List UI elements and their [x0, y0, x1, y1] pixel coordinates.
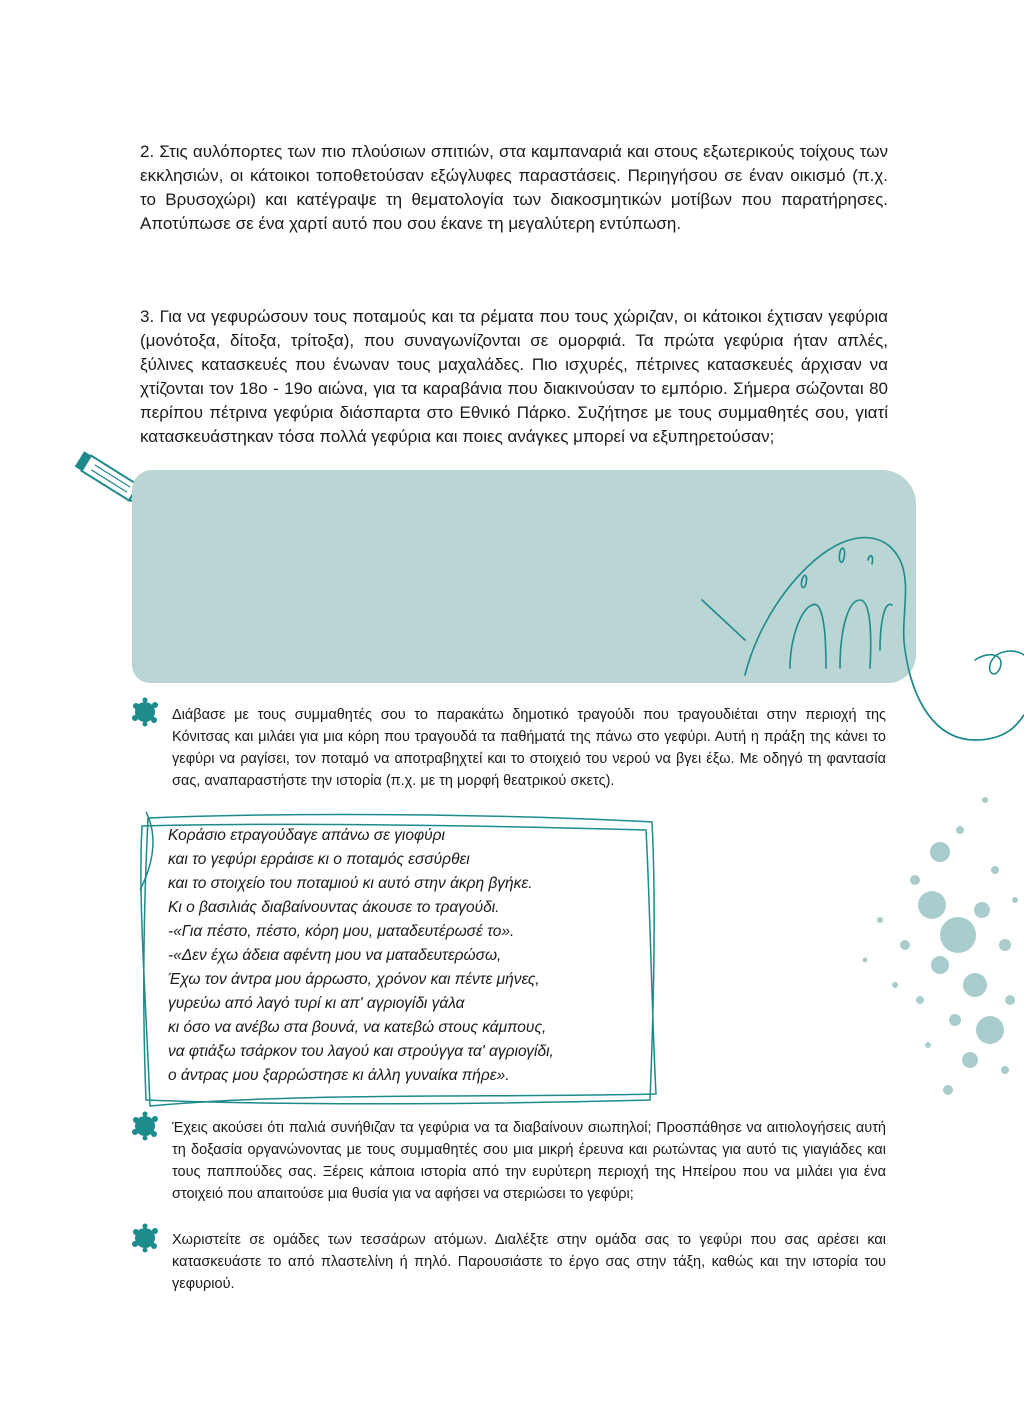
poem-line: -«Για πέστο, πέστο, κόρη μου, ματαδευτέρωσέ το».	[168, 923, 515, 940]
poem-line: Έχω τον άντρα μου άρρωστο, χρόνον και πέντε μήνες,	[168, 971, 540, 988]
activity-3-text: 3. Για να γεφυρώσουν τους ποταμούς και τα ρέματα που τους χώριζαν, οι κάτοικοι έχτισαν γεφύρια (μονότοξα, δίτοξα, τρίτοξα), που συναγωνίζονται σε ομορφιά. Τα πρώτα γεφύρια ήταν απλές, ξύλινες κατασκευές που ένωναν τους μαχαλάδες. Πιο ισχυρές, πέτρινες κατασκευές άρχισαν να χτίζονται τον 18ο - 19ο αιώνα, για τα καραβάνια που διακινούσαν το εμπόριο. Σήμερα σώζονται 80 περίπου πέτρινα γεφύρια διάσπαρτα στο Εθνικό Πάρκο. Συζήτησε με τους συμμαθητές σου, γιατί κατασκευάστηκαν τόσα πολλά γεφύρια και ποιες ανάγκες μπορεί να εξυπηρετούσαν;	[140, 307, 888, 446]
poem-line: να φτιάξω τσάρκον του λαγού και στρούγγα τα' αγριογίδι,	[168, 1043, 554, 1060]
folk-song-poem	[168, 824, 638, 1088]
poem-line: κι όσο να ανέβω στα βουνά, να κατεβώ στους κάμπους,	[168, 1019, 547, 1036]
activity-2-text: 2. Στις αυλόπορτες των πιο πλούσιων σπιτιών, στα καμπαναριά και στους εξωτερικούς τοίχους των εκκλησιών, οι κάτοικοι τοποθετούσαν εξώγλυφες παραστάσεις. Περιηγήσου σε έναν οικισμό (π.χ. το Βρυσοχώρι) και κατέγραψε τη θεματολογία των διακοσμητικών μοτίβων που παρατήρησες. Αποτύπωσε σε ένα χαρτί αυτό που σου έκανε τη μεγαλύτερη εντύπωση.	[140, 142, 888, 233]
bullet-splash-2	[132, 1112, 158, 1141]
bullet-3-text: Χωριστείτε σε ομάδες των τεσσάρων ατόμων. Διαλέξτε στην ομάδα σας το γεφύρι που σας αρέσει και κατασκευάστε το από πλαστελίνη ή πηλό. Παρουσιάστε το έργο σας στην τάξη, καθώς και την ιστορία του γεφυριού.	[172, 1232, 886, 1292]
poem-line: Κι ο βασιλιάς διαβαίνουντας άκουσε το τραγούδι.	[168, 899, 500, 916]
bullet-splash-3	[132, 1224, 158, 1253]
bullet-1-text: Διάβασε με τους συμμαθητές σου το παρακάτω δημοτικό τραγούδι που τραγουδιέται στην περιοχή της Κόνιτσας και μιλάει για μια κόρη που τραγουδά τα παθήματά της πάνω στο γεφύρι. Αυτή η πράξη της κάνει το γεφύρι να ραγίσει, τον ποταμό να αποτραβηχτεί και το στοιχειό του νερού να βγει έξω. Με οδηγό τη φαντασία σας, αναπαραστήστε την ιστορία (π.χ. με τη μορφή θεατρικού σκετς).	[172, 707, 886, 789]
ink-splatter-icon	[863, 797, 1019, 1095]
answer-area[interactable]	[132, 470, 916, 683]
poem-line: Κοράσιο ετραγούδαγε απάνω σε γιοφύρι	[168, 827, 445, 844]
poem-line: και το στοιχείο του ποταμιού κι αυτό στην άκρη βγήκε.	[168, 875, 533, 892]
poem-line: ο άντρας μου ξαρρώστησε κι άλλη γυναίκα πήρε».	[168, 1067, 510, 1084]
poem-line: γυρεύω από λαγό τυρί κι απ' αγριογίδι γάλα	[168, 995, 465, 1012]
poem-line: -«Δεν έχω άδεια αφέντη μου να ματαδευτερώσω,	[168, 947, 502, 964]
poem-line: και το γεφύρι ερράισε κι ο ποταμός εσσύρθει	[168, 851, 470, 868]
bullet-2-text: Έχεις ακούσει ότι παλιά συνήθιζαν τα γεφύρια να τα διαβαίνουν σιωπηλοί; Προσπάθησε να αιτιολογήσεις αυτή τη δοξασία οργανώνοντας με τους συμμαθητές σου μια μικρή έρευνα και ρωτώντας για αυτό τις γιαγιάδες και τους παππούδες σας. Ξέρεις κάποια ιστορία από την ευρύτερη περιοχή της Ηπείρου που να μιλάει για ένα στοιχειό που απαιτούσε μια θυσία για να αφήσει να στεριώσει το γεφύρι;	[172, 1120, 886, 1202]
bullet-splash-1	[132, 698, 158, 727]
